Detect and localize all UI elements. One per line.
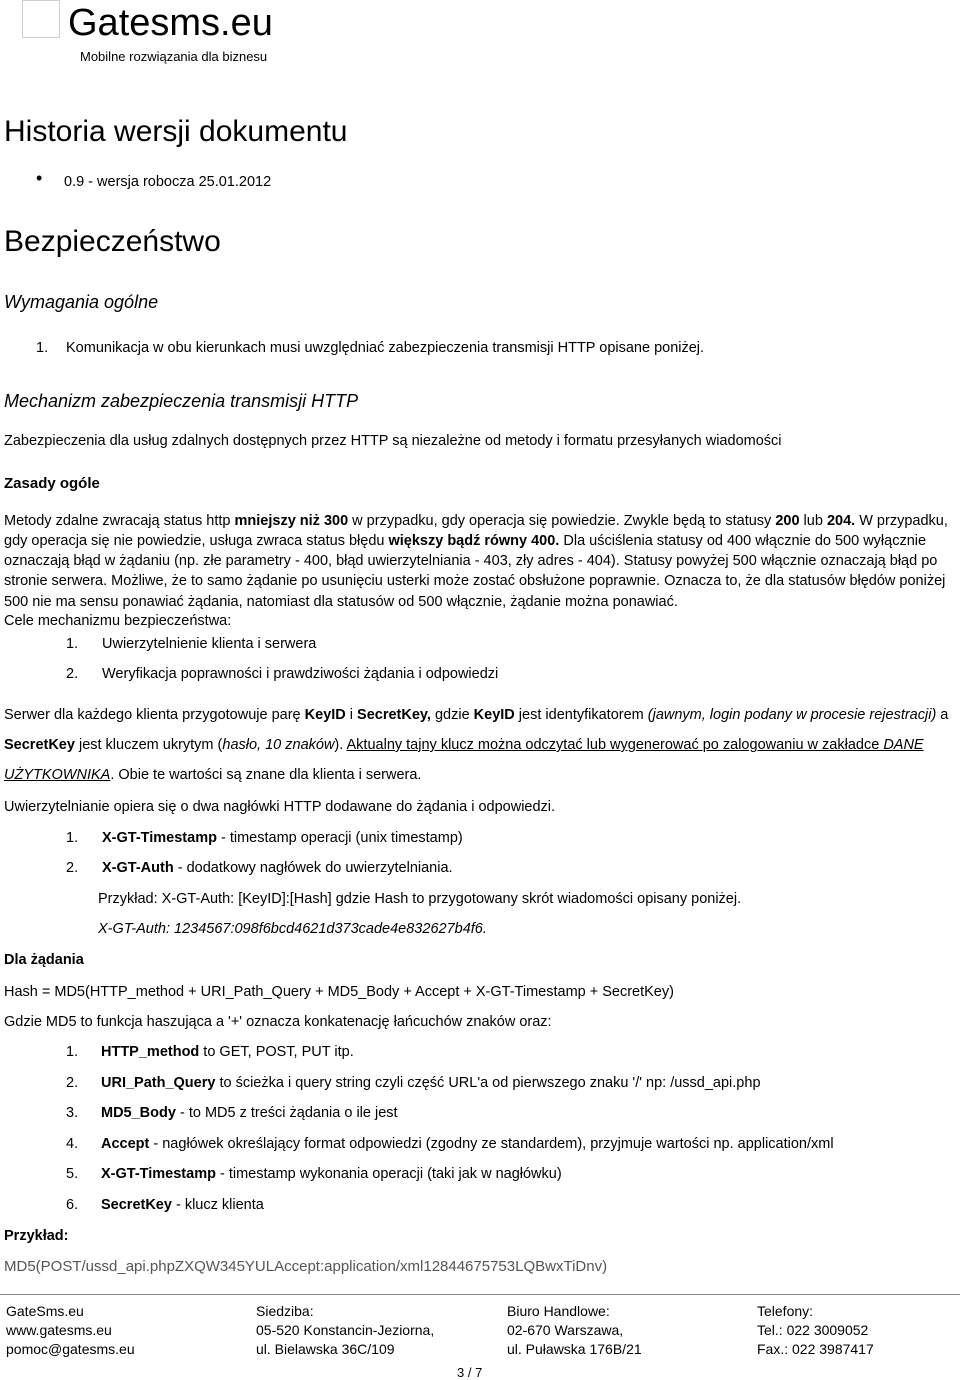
rules-line-1: Metody zdalne zwracają status http mniejszy niż 300 w przypadku, gdy operacja się powiedzie. Zwykle będą to statusy 200 lub 204. W przypadku, xyxy=(4,513,948,529)
footer-hq-city: 05-520 Konstancin-Jeziorna, xyxy=(256,1322,435,1338)
dane-link[interactable]: DANE xyxy=(883,737,924,753)
history-item: 0.9 - wersja robocza 25.01.2012 xyxy=(64,174,272,190)
footer-tel: Tel.: 022 3009052 xyxy=(757,1322,869,1338)
req-item-text: Komunikacja w obu kierunkach musi uwzględniać zabezpieczenia transmisji HTTP opisane poniżej. xyxy=(66,340,705,356)
component-number: 1. xyxy=(66,1044,79,1060)
header-item: X-GT-Timestamp - timestamp operacji (unix timestamp) xyxy=(102,830,463,846)
example-line: Przykład: X-GT-Auth: [KeyID]:[Hash] gdzie Hash to przygotowany skrót wiadomości opisany poniżej. xyxy=(98,891,742,907)
footer-phones xyxy=(757,1302,874,1359)
keys-line-2: SecretKey jest kluczem ukrytym (hasło, 10 znaków). Aktualny tajny klucz można odczytać lub wygenerować po zalogowaniu w zakładce DANE xyxy=(4,737,924,753)
history-title: Historia wersji dokumentu xyxy=(4,115,348,148)
req-item-number: 1. xyxy=(36,340,49,356)
footer-email[interactable]: pomoc@gatesms.eu xyxy=(6,1341,135,1357)
footer-sales-office xyxy=(507,1302,642,1359)
header-number: 2. xyxy=(66,860,79,876)
mechanism-heading: Mechanizm zabezpieczenia transmisji HTTP xyxy=(4,391,359,411)
component-item: Accept - nagłówek określający format odpowiedzi (zgodny ze standardem), przyjmuje wartości np. application/xml xyxy=(101,1136,834,1152)
page-number: 3 / 7 xyxy=(457,1365,483,1380)
component-number: 4. xyxy=(66,1136,79,1152)
footer-company-name: GateSms.eu xyxy=(6,1303,84,1319)
auth-intro: Uwierzytelnianie opiera się o dwa nagłówki HTTP dodawane do żądania i odpowiedzi. xyxy=(4,799,556,815)
keys-line-1: Serwer dla każdego klienta przygotowuje parę KeyID i SecretKey, gdzie KeyID jest identyfikatorem (jawnym, login podany w procesie rejestracji) a xyxy=(4,707,949,723)
component-item: HTTP_method to GET, POST, PUT itp. xyxy=(101,1044,354,1060)
goals-heading: Cele mechanizmu bezpieczeństwa: xyxy=(4,613,232,629)
component-number: 3. xyxy=(66,1105,79,1121)
component-number: 6. xyxy=(66,1197,79,1213)
footer-hq-street: ul. Bielawska 36C/109 xyxy=(256,1341,395,1357)
footer-phones-label: Telefony: xyxy=(757,1303,814,1319)
component-item: MD5_Body - to MD5 z treści żądania o ile jest xyxy=(101,1105,398,1121)
uzytkownika-link[interactable]: UŻYTKOWNIKA xyxy=(4,767,111,783)
component-item: SecretKey - klucz klienta xyxy=(101,1197,264,1213)
hash-formula: Hash = MD5(HTTP_method + URI_Path_Query + MD5_Body + Accept + X-GT-Timestamp + SecretKey) xyxy=(4,984,674,1000)
footer-headquarters xyxy=(256,1302,434,1359)
rules-heading: Zasady ogóle xyxy=(4,475,100,492)
component-number: 2. xyxy=(66,1075,79,1091)
brand-tagline: Mobilne rozwiązania dla biznesu xyxy=(80,49,268,64)
mechanism-intro: Zabezpieczenia dla usług zdalnych dostępnych przez HTTP są niezależne od metody i formatu przesyłanych wiadomości xyxy=(4,433,782,449)
footer-hq-label: Siedziba: xyxy=(256,1303,314,1319)
security-title: Bezpieczeństwo xyxy=(4,225,221,258)
header-item: X-GT-Auth - dodatkowy nagłówek do uwierzytelniania. xyxy=(102,860,453,876)
footer-fax: Fax.: 022 3987417 xyxy=(757,1341,874,1357)
requirements-heading: Wymagania ogólne xyxy=(4,292,159,312)
bullet-icon: • xyxy=(36,168,43,188)
header-number: 1. xyxy=(66,830,79,846)
rules-line-4: stronie serwera. Możliwe, że to samo żądanie po usunięciu usterki może zostać obsłużone poprawnie. Oznacza to, że dla statusów błędów poniżej xyxy=(4,573,946,589)
rules-line-5: 500 nie ma sensu ponawiać żądania, natomiast dla statusów od 500 włącznie, żądanie można ponawiać. xyxy=(4,594,678,610)
keys-line-3: UŻYTKOWNIKA. Obie te wartości są znane dla klienta i serwera. xyxy=(4,767,422,783)
goal-text: Uwierzytelnienie klienta i serwera xyxy=(102,636,317,652)
footer-office-street: ul. Puławska 176B/21 xyxy=(507,1341,642,1357)
rules-line-2: gdy operacja się nie powiedzie, usługa zwraca status błędu większy bądź równy 400. Dla uściślenia statusy od 400 włącznie do 500 wyłącznie xyxy=(4,533,927,549)
secret-key-link[interactable]: Aktualny tajny klucz można odczytać lub wygenerować po zalogowaniu w zakładce xyxy=(346,737,884,753)
component-item: URI_Path_Query to ścieżka i query string czyli część URL'a od pierwszego znaku '/' np: /ussd_api.php xyxy=(101,1075,761,1091)
footer-divider xyxy=(0,1294,960,1295)
request-heading: Dla żądania xyxy=(4,952,84,968)
example-italic: X-GT-Auth: 1234567:098f6bcd4621d373cade4e832627b4f6. xyxy=(98,921,487,937)
logo-box xyxy=(22,0,60,38)
example-heading: Przykład: xyxy=(4,1228,69,1244)
goal-number: 2. xyxy=(66,666,79,682)
footer-office-label: Biuro Handlowe: xyxy=(507,1303,610,1319)
footer-website[interactable]: www.gatesms.eu xyxy=(6,1322,112,1338)
example-md5: MD5(POST/ussd_api.phpZXQW345YULAccept:application/xml12844675753LQBwxTiDnv) xyxy=(4,1258,608,1275)
brand-name: Gatesms.eu xyxy=(68,2,273,44)
component-number: 5. xyxy=(66,1166,79,1182)
md5-intro: Gdzie MD5 to funkcja haszująca a '+' oznacza konkatenację łańcuchów znaków oraz: xyxy=(4,1014,552,1030)
goal-number: 1. xyxy=(66,636,79,652)
rules-line-3: oznaczają błąd w żądaniu (np. złe parametry - 400, błąd uwierzytelniania - 403, zły adres - 404). Statusy powyżej 500 włącznie oznaczają błąd po xyxy=(4,553,938,569)
goal-text: Weryfikacja poprawności i prawdziwości żądania i odpowiedzi xyxy=(102,666,499,682)
footer-company xyxy=(6,1302,135,1359)
footer-office-city: 02-670 Warszawa, xyxy=(507,1322,624,1338)
component-item: X-GT-Timestamp - timestamp wykonania operacji (taki jak w nagłówku) xyxy=(101,1166,562,1182)
